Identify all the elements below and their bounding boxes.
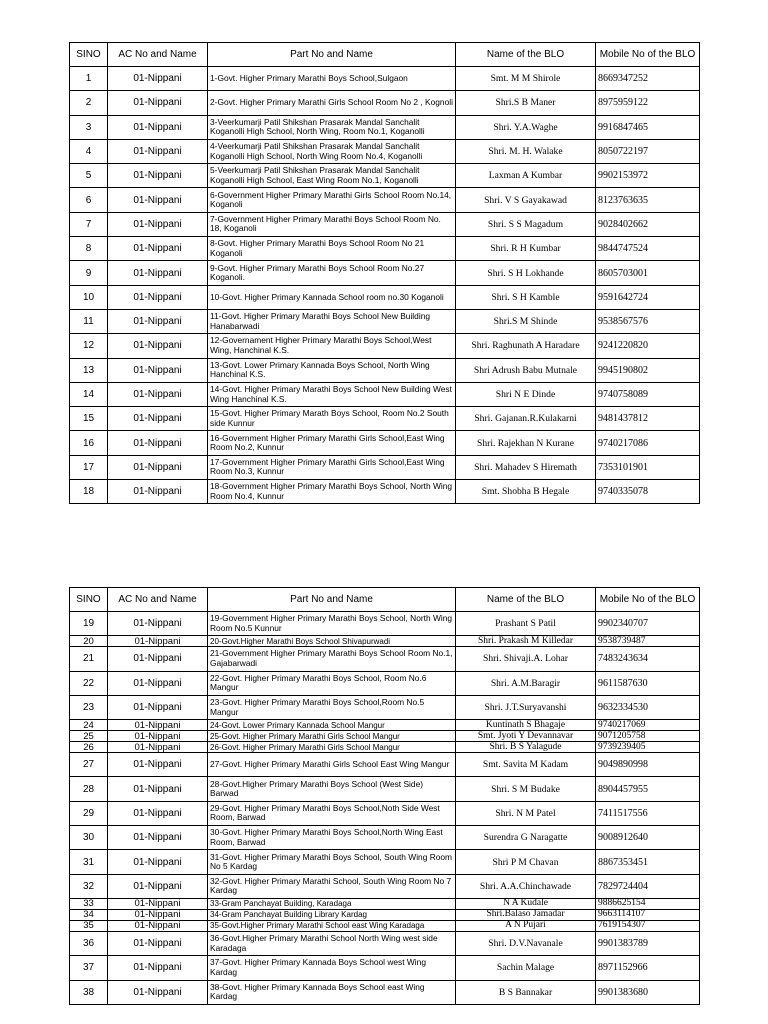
cell-ac-name: 01-Nippani	[108, 956, 208, 980]
cell-part-name: 37-Govt. Higher Primary Kannada Boys School west Wing Kardag	[208, 956, 456, 980]
cell-part-name: 13-Govt. Lower Primary Kannada Boys School, North Wing Hanchinal K.S.	[208, 358, 456, 382]
table-row	[70, 898, 700, 909]
cell-sino: 20	[70, 636, 108, 647]
cell-part-name: 38-Govt. Higher Primary Kannada Boys School east Wing Kardag	[208, 980, 456, 1004]
cell-ac-name: 01-Nippani	[108, 480, 208, 504]
cell-part-name: 31-Govt. Higher Primary Marathi Boys School, South Wing Room No 5 Kardag	[208, 850, 456, 874]
table-row	[70, 139, 700, 163]
cell-blo-mobile: 8975959122	[596, 91, 700, 115]
table-row	[70, 980, 700, 1004]
cell-sino: 31	[70, 850, 108, 874]
header-sino: SINO	[70, 43, 108, 67]
cell-part-name: 1-Govt. Higher Primary Marathi Boys School,Sulgaon	[208, 67, 456, 91]
table-row	[70, 407, 700, 431]
cell-sino: 7	[70, 212, 108, 236]
cell-blo-name: Laxman A Kumbar	[456, 164, 596, 188]
table-row	[70, 801, 700, 825]
cell-blo-name: Shri. Raghunath A Haradare	[456, 334, 596, 358]
table-row	[70, 285, 700, 309]
cell-blo-name: Shri. S H Kamble	[456, 285, 596, 309]
cell-blo-mobile: 7483243634	[596, 647, 700, 671]
cell-blo-name: Sachin Malage	[456, 956, 596, 980]
cell-blo-name: Shri N E Dinde	[456, 382, 596, 406]
table-row	[70, 431, 700, 455]
cell-part-name: 7-Government Higher Primary Marathi Boys School Room No. 18, Koganoli	[208, 212, 456, 236]
cell-blo-mobile: 9591642724	[596, 285, 700, 309]
cell-blo-mobile: 7829724404	[596, 874, 700, 898]
cell-sino: 25	[70, 731, 108, 742]
cell-sino: 36	[70, 931, 108, 955]
cell-sino: 18	[70, 480, 108, 504]
blo-table-1	[69, 42, 700, 504]
cell-blo-name: Shri. J.T.Suryavanshi	[456, 695, 596, 719]
cell-ac-name: 01-Nippani	[108, 731, 208, 742]
cell-blo-mobile: 9916847465	[596, 115, 700, 139]
cell-part-name: 18-Government Higher Primary Marathi Boys School, North Wing Room No.4, Kunnur	[208, 480, 456, 504]
cell-sino: 12	[70, 334, 108, 358]
cell-blo-mobile: 9028402662	[596, 212, 700, 236]
cell-sino: 27	[70, 753, 108, 777]
cell-part-name: 10-Govt. Higher Primary Kannada School room no.30 Koganoli	[208, 285, 456, 309]
cell-blo-name: N A Kudale	[456, 898, 596, 909]
cell-blo-mobile: 9538567576	[596, 309, 700, 333]
header-blo: Name of the BLO	[456, 43, 596, 67]
table-row	[70, 777, 700, 801]
cell-sino: 14	[70, 382, 108, 406]
cell-part-name: 3-Veerkumarji Patil Shikshan Prasarak Mandal Sanchalit Koganolli High School, North Wing, Room No.1, Koganolli	[208, 115, 456, 139]
cell-blo-mobile: 9902340707	[596, 612, 700, 636]
cell-part-name: 26-Govt. Higher Primary Marathi Girls School Mangur	[208, 742, 456, 753]
table-row	[70, 261, 700, 285]
cell-sino: 11	[70, 309, 108, 333]
cell-sino: 24	[70, 720, 108, 731]
table-row	[70, 636, 700, 647]
table-row	[70, 164, 700, 188]
cell-blo-name: Smt. Jyoti Y Devannavar	[456, 731, 596, 742]
cell-blo-name: Smt. Shobha B Hegale	[456, 480, 596, 504]
table-row	[70, 334, 700, 358]
table-row	[70, 455, 700, 479]
cell-sino: 5	[70, 164, 108, 188]
header-row	[70, 588, 700, 612]
cell-part-name: 28-Govt.Higher Primary Marathi Boys School (West Side) Barwad	[208, 777, 456, 801]
cell-sino: 37	[70, 956, 108, 980]
cell-part-name: 6-Government Higher Primary Marathi Girls School Room No.14, Koganoli	[208, 188, 456, 212]
blo-table-2	[69, 587, 700, 1005]
cell-part-name: 24-Govt. Lower Primary Kannada School Mangur	[208, 720, 456, 731]
cell-part-name: 34-Gram Panchayat Building Library Kardag	[208, 909, 456, 920]
cell-blo-mobile: 9740758089	[596, 382, 700, 406]
table-row	[70, 237, 700, 261]
cell-blo-mobile: 8904457955	[596, 777, 700, 801]
cell-sino: 16	[70, 431, 108, 455]
header-ac: AC No and Name	[108, 43, 208, 67]
cell-blo-mobile: 9740217086	[596, 431, 700, 455]
cell-sino: 23	[70, 695, 108, 719]
table-body-1	[70, 67, 700, 504]
cell-blo-mobile: 7411517556	[596, 801, 700, 825]
cell-blo-mobile: 9611587630	[596, 671, 700, 695]
cell-blo-name: Shri. V S Gayakawad	[456, 188, 596, 212]
table-row	[70, 91, 700, 115]
cell-blo-mobile: 9663114107	[596, 909, 700, 920]
cell-sino: 4	[70, 139, 108, 163]
cell-ac-name: 01-Nippani	[108, 358, 208, 382]
cell-blo-mobile: 9844747524	[596, 237, 700, 261]
cell-ac-name: 01-Nippani	[108, 382, 208, 406]
cell-sino: 29	[70, 801, 108, 825]
cell-part-name: 15-Govt. Higher Primary Marath Boys School, Room No.2 South side Kunnur	[208, 407, 456, 431]
cell-part-name: 9-Govt. Higher Primary Marathi Boys School Room No.27 Koganoli.	[208, 261, 456, 285]
header-mobile: Mobile No of the BLO	[596, 43, 700, 67]
cell-ac-name: 01-Nippani	[108, 261, 208, 285]
cell-part-name: 16-Government Higher Primary Marathi Girls School,East Wing Room No.2, Kunnur	[208, 431, 456, 455]
cell-sino: 2	[70, 91, 108, 115]
cell-sino: 21	[70, 647, 108, 671]
cell-blo-name: Shri. Shivaji.A. Lohar	[456, 647, 596, 671]
cell-ac-name: 01-Nippani	[108, 636, 208, 647]
cell-part-name: 25-Govt. Higher Primary Marathi Girls School Mangur	[208, 731, 456, 742]
cell-blo-mobile: 9481437812	[596, 407, 700, 431]
table-row	[70, 382, 700, 406]
cell-blo-name: Shri. M. H. Walake	[456, 139, 596, 163]
cell-blo-mobile: 9740335078	[596, 480, 700, 504]
table-row	[70, 909, 700, 920]
cell-part-name: 11-Govt. Higher Primary Marathi Boys School New Building Hanabarwadi	[208, 309, 456, 333]
table-row	[70, 647, 700, 671]
header-part: Part No and Name	[208, 588, 456, 612]
cell-part-name: 33-Gram Panchayat Building, Karadaga	[208, 898, 456, 909]
header-row	[70, 43, 700, 67]
cell-blo-mobile: 8669347252	[596, 67, 700, 91]
cell-ac-name: 01-Nippani	[108, 931, 208, 955]
cell-ac-name: 01-Nippani	[108, 920, 208, 931]
cell-blo-name: Surendra G Naragatte	[456, 826, 596, 850]
cell-part-name: 20-Govt.Higher Marathi Boys School Shivapurwadi	[208, 636, 456, 647]
cell-ac-name: 01-Nippani	[108, 720, 208, 731]
cell-sino: 35	[70, 920, 108, 931]
table-row	[70, 188, 700, 212]
table-row	[70, 850, 700, 874]
cell-part-name: 36-Govt.Higher Primary Marathi School North Wing west side Karadaga	[208, 931, 456, 955]
cell-ac-name: 01-Nippani	[108, 455, 208, 479]
table-row	[70, 115, 700, 139]
cell-ac-name: 01-Nippani	[108, 139, 208, 163]
header-blo: Name of the BLO	[456, 588, 596, 612]
cell-blo-mobile: 8050722197	[596, 139, 700, 163]
cell-blo-name: Shri.Balaso Jamadar	[456, 909, 596, 920]
cell-blo-mobile: 9901383680	[596, 980, 700, 1004]
cell-ac-name: 01-Nippani	[108, 826, 208, 850]
cell-blo-mobile: 9008912640	[596, 826, 700, 850]
cell-part-name: 23-Govt. Higher Primary Marathi Boys School,Room No.5 Mangur	[208, 695, 456, 719]
header-ac: AC No and Name	[108, 588, 208, 612]
cell-sino: 32	[70, 874, 108, 898]
cell-ac-name: 01-Nippani	[108, 647, 208, 671]
cell-blo-mobile: 9945190802	[596, 358, 700, 382]
cell-ac-name: 01-Nippani	[108, 850, 208, 874]
cell-ac-name: 01-Nippani	[108, 671, 208, 695]
cell-ac-name: 01-Nippani	[108, 612, 208, 636]
cell-blo-mobile: 9886625154	[596, 898, 700, 909]
cell-blo-mobile: 9241220820	[596, 334, 700, 358]
table-row	[70, 920, 700, 931]
cell-blo-name: Shri. Mahadev S Hiremath	[456, 455, 596, 479]
cell-sino: 26	[70, 742, 108, 753]
cell-blo-mobile: 9901383789	[596, 931, 700, 955]
table-row	[70, 874, 700, 898]
cell-part-name: 21-Government Higher Primary Marathi Boys School Room No.1, Gajabarwadi	[208, 647, 456, 671]
cell-blo-mobile: 7619154307	[596, 920, 700, 931]
cell-blo-name: Shri. Gajanan.R.Kulakarni	[456, 407, 596, 431]
table-row	[70, 742, 700, 753]
cell-ac-name: 01-Nippani	[108, 431, 208, 455]
cell-blo-mobile: 9049890998	[596, 753, 700, 777]
cell-blo-name: B S Bannakar	[456, 980, 596, 1004]
cell-sino: 17	[70, 455, 108, 479]
cell-blo-name: Shri. Prakash M Killedar	[456, 636, 596, 647]
table-row	[70, 731, 700, 742]
table-row	[70, 695, 700, 719]
cell-part-name: 29-Govt. Higher Primary Marathi Boys School,Noth Side West Room, Barwad	[208, 801, 456, 825]
cell-ac-name: 01-Nippani	[108, 742, 208, 753]
cell-part-name: 5-Veerkumarji Patil Shikshan Prasarak Mandal Sanchalit Koganolli High School, East Wing Room No.1, Koganolli	[208, 164, 456, 188]
cell-blo-name: Shri. S S Magadum	[456, 212, 596, 236]
cell-blo-name: Shri.S M Shinde	[456, 309, 596, 333]
table-row	[70, 212, 700, 236]
cell-sino: 19	[70, 612, 108, 636]
cell-ac-name: 01-Nippani	[108, 334, 208, 358]
cell-blo-mobile: 9739239405	[596, 742, 700, 753]
cell-blo-name: Shri. N M Patel	[456, 801, 596, 825]
cell-sino: 33	[70, 898, 108, 909]
cell-ac-name: 01-Nippani	[108, 753, 208, 777]
cell-blo-mobile: 8971152966	[596, 956, 700, 980]
cell-ac-name: 01-Nippani	[108, 212, 208, 236]
cell-blo-mobile: 8605703001	[596, 261, 700, 285]
cell-part-name: 17-Government Higher Primary Marathi Girls School,East Wing Room No.3, Kunnur	[208, 455, 456, 479]
cell-ac-name: 01-Nippani	[108, 695, 208, 719]
cell-blo-name: Smt. Savita M Kadam	[456, 753, 596, 777]
cell-sino: 34	[70, 909, 108, 920]
cell-blo-name: Smt. M M Shirole	[456, 67, 596, 91]
cell-blo-name: Shri. S M Budake	[456, 777, 596, 801]
cell-part-name: 35-Govt.Higher Primary Marathi School east Wing Karadaga	[208, 920, 456, 931]
cell-ac-name: 01-Nippani	[108, 801, 208, 825]
cell-blo-name: Shri. B S Yalagude	[456, 742, 596, 753]
cell-blo-name: Shri P M Chavan	[456, 850, 596, 874]
cell-sino: 3	[70, 115, 108, 139]
table-row	[70, 480, 700, 504]
table-row	[70, 931, 700, 955]
cell-ac-name: 01-Nippani	[108, 164, 208, 188]
cell-ac-name: 01-Nippani	[108, 309, 208, 333]
cell-blo-mobile: 8867353451	[596, 850, 700, 874]
table-row	[70, 720, 700, 731]
cell-blo-name: Shri. A.M.Baragir	[456, 671, 596, 695]
cell-sino: 15	[70, 407, 108, 431]
cell-ac-name: 01-Nippani	[108, 407, 208, 431]
cell-sino: 13	[70, 358, 108, 382]
cell-blo-mobile: 9740217069	[596, 720, 700, 731]
cell-part-name: 19-Government Higher Primary Marathi Boys School, North Wing Room No.5 Kunnur	[208, 612, 456, 636]
cell-ac-name: 01-Nippani	[108, 980, 208, 1004]
cell-blo-mobile: 7353101901	[596, 455, 700, 479]
cell-blo-name: A N Pujari	[456, 920, 596, 931]
cell-ac-name: 01-Nippani	[108, 777, 208, 801]
table-row	[70, 956, 700, 980]
cell-blo-mobile: 9071205758	[596, 731, 700, 742]
header-sino: SINO	[70, 588, 108, 612]
cell-blo-name: Shri. D.V.Navanale	[456, 931, 596, 955]
table-body-2	[70, 612, 700, 1005]
cell-part-name: 8-Govt. Higher Primary Marathi Boys School Room No 21 Koganoli	[208, 237, 456, 261]
cell-part-name: 27-Govt. Higher Primary Marathi Girls School East Wing Mangur	[208, 753, 456, 777]
table-row	[70, 67, 700, 91]
cell-blo-mobile: 8123763635	[596, 188, 700, 212]
cell-blo-mobile: 9632334530	[596, 695, 700, 719]
cell-sino: 9	[70, 261, 108, 285]
cell-blo-mobile: 9902153972	[596, 164, 700, 188]
table-row	[70, 671, 700, 695]
cell-sino: 1	[70, 67, 108, 91]
cell-part-name: 22-Govt. Higher Primary Marathi Boys School, Room No.6 Mangur	[208, 671, 456, 695]
table-row	[70, 309, 700, 333]
cell-blo-mobile: 9538739487	[596, 636, 700, 647]
cell-blo-name: Shri. Rajekhan N Kurane	[456, 431, 596, 455]
cell-ac-name: 01-Nippani	[108, 909, 208, 920]
cell-sino: 6	[70, 188, 108, 212]
cell-part-name: 30-Govt. Higher Primary Marathi Boys School,North Wing East Room, Barwad	[208, 826, 456, 850]
cell-ac-name: 01-Nippani	[108, 237, 208, 261]
cell-ac-name: 01-Nippani	[108, 67, 208, 91]
cell-blo-name: Shri. A.A.Chinchawade	[456, 874, 596, 898]
table-row	[70, 612, 700, 636]
header-part: Part No and Name	[208, 43, 456, 67]
cell-part-name: 12-Governament Higher Primary Marathi Boys School,West Wing, Hanchinal K.S.	[208, 334, 456, 358]
cell-ac-name: 01-Nippani	[108, 91, 208, 115]
cell-blo-name: Shri. Y.A.Waghe	[456, 115, 596, 139]
cell-blo-name: Shri Adrush Babu Mutnale	[456, 358, 596, 382]
cell-part-name: 32-Govt. Higher Primary Marathi School, South Wing Room No 7 Kardag	[208, 874, 456, 898]
cell-sino: 30	[70, 826, 108, 850]
cell-blo-name: Shri. S H Lokhande	[456, 261, 596, 285]
cell-ac-name: 01-Nippani	[108, 898, 208, 909]
cell-blo-name: Shri.S B Maner	[456, 91, 596, 115]
cell-ac-name: 01-Nippani	[108, 285, 208, 309]
cell-ac-name: 01-Nippani	[108, 188, 208, 212]
table-row	[70, 358, 700, 382]
cell-sino: 38	[70, 980, 108, 1004]
cell-sino: 28	[70, 777, 108, 801]
cell-part-name: 2-Govt. Higher Primary Marathi Girls School Room No 2 , Kognoli	[208, 91, 456, 115]
cell-part-name: 4-Veerkumarji Patil Shikshan Prasarak Mandal Sanchalit Koganolli High School, North Wing Room No.4, Koganolli	[208, 139, 456, 163]
cell-part-name: 14-Govt. Higher Primary Marathi Boys School New Building West Wing Hanchinal K.S.	[208, 382, 456, 406]
cell-sino: 22	[70, 671, 108, 695]
cell-ac-name: 01-Nippani	[108, 874, 208, 898]
cell-sino: 8	[70, 237, 108, 261]
table-row	[70, 753, 700, 777]
cell-sino: 10	[70, 285, 108, 309]
cell-blo-name: Prashant S Patil	[456, 612, 596, 636]
cell-ac-name: 01-Nippani	[108, 115, 208, 139]
cell-blo-name: Kuntinath S Bhagaje	[456, 720, 596, 731]
header-mobile: Mobile No of the BLO	[596, 588, 700, 612]
table-row	[70, 826, 700, 850]
cell-blo-name: Shri. R H Kumbar	[456, 237, 596, 261]
